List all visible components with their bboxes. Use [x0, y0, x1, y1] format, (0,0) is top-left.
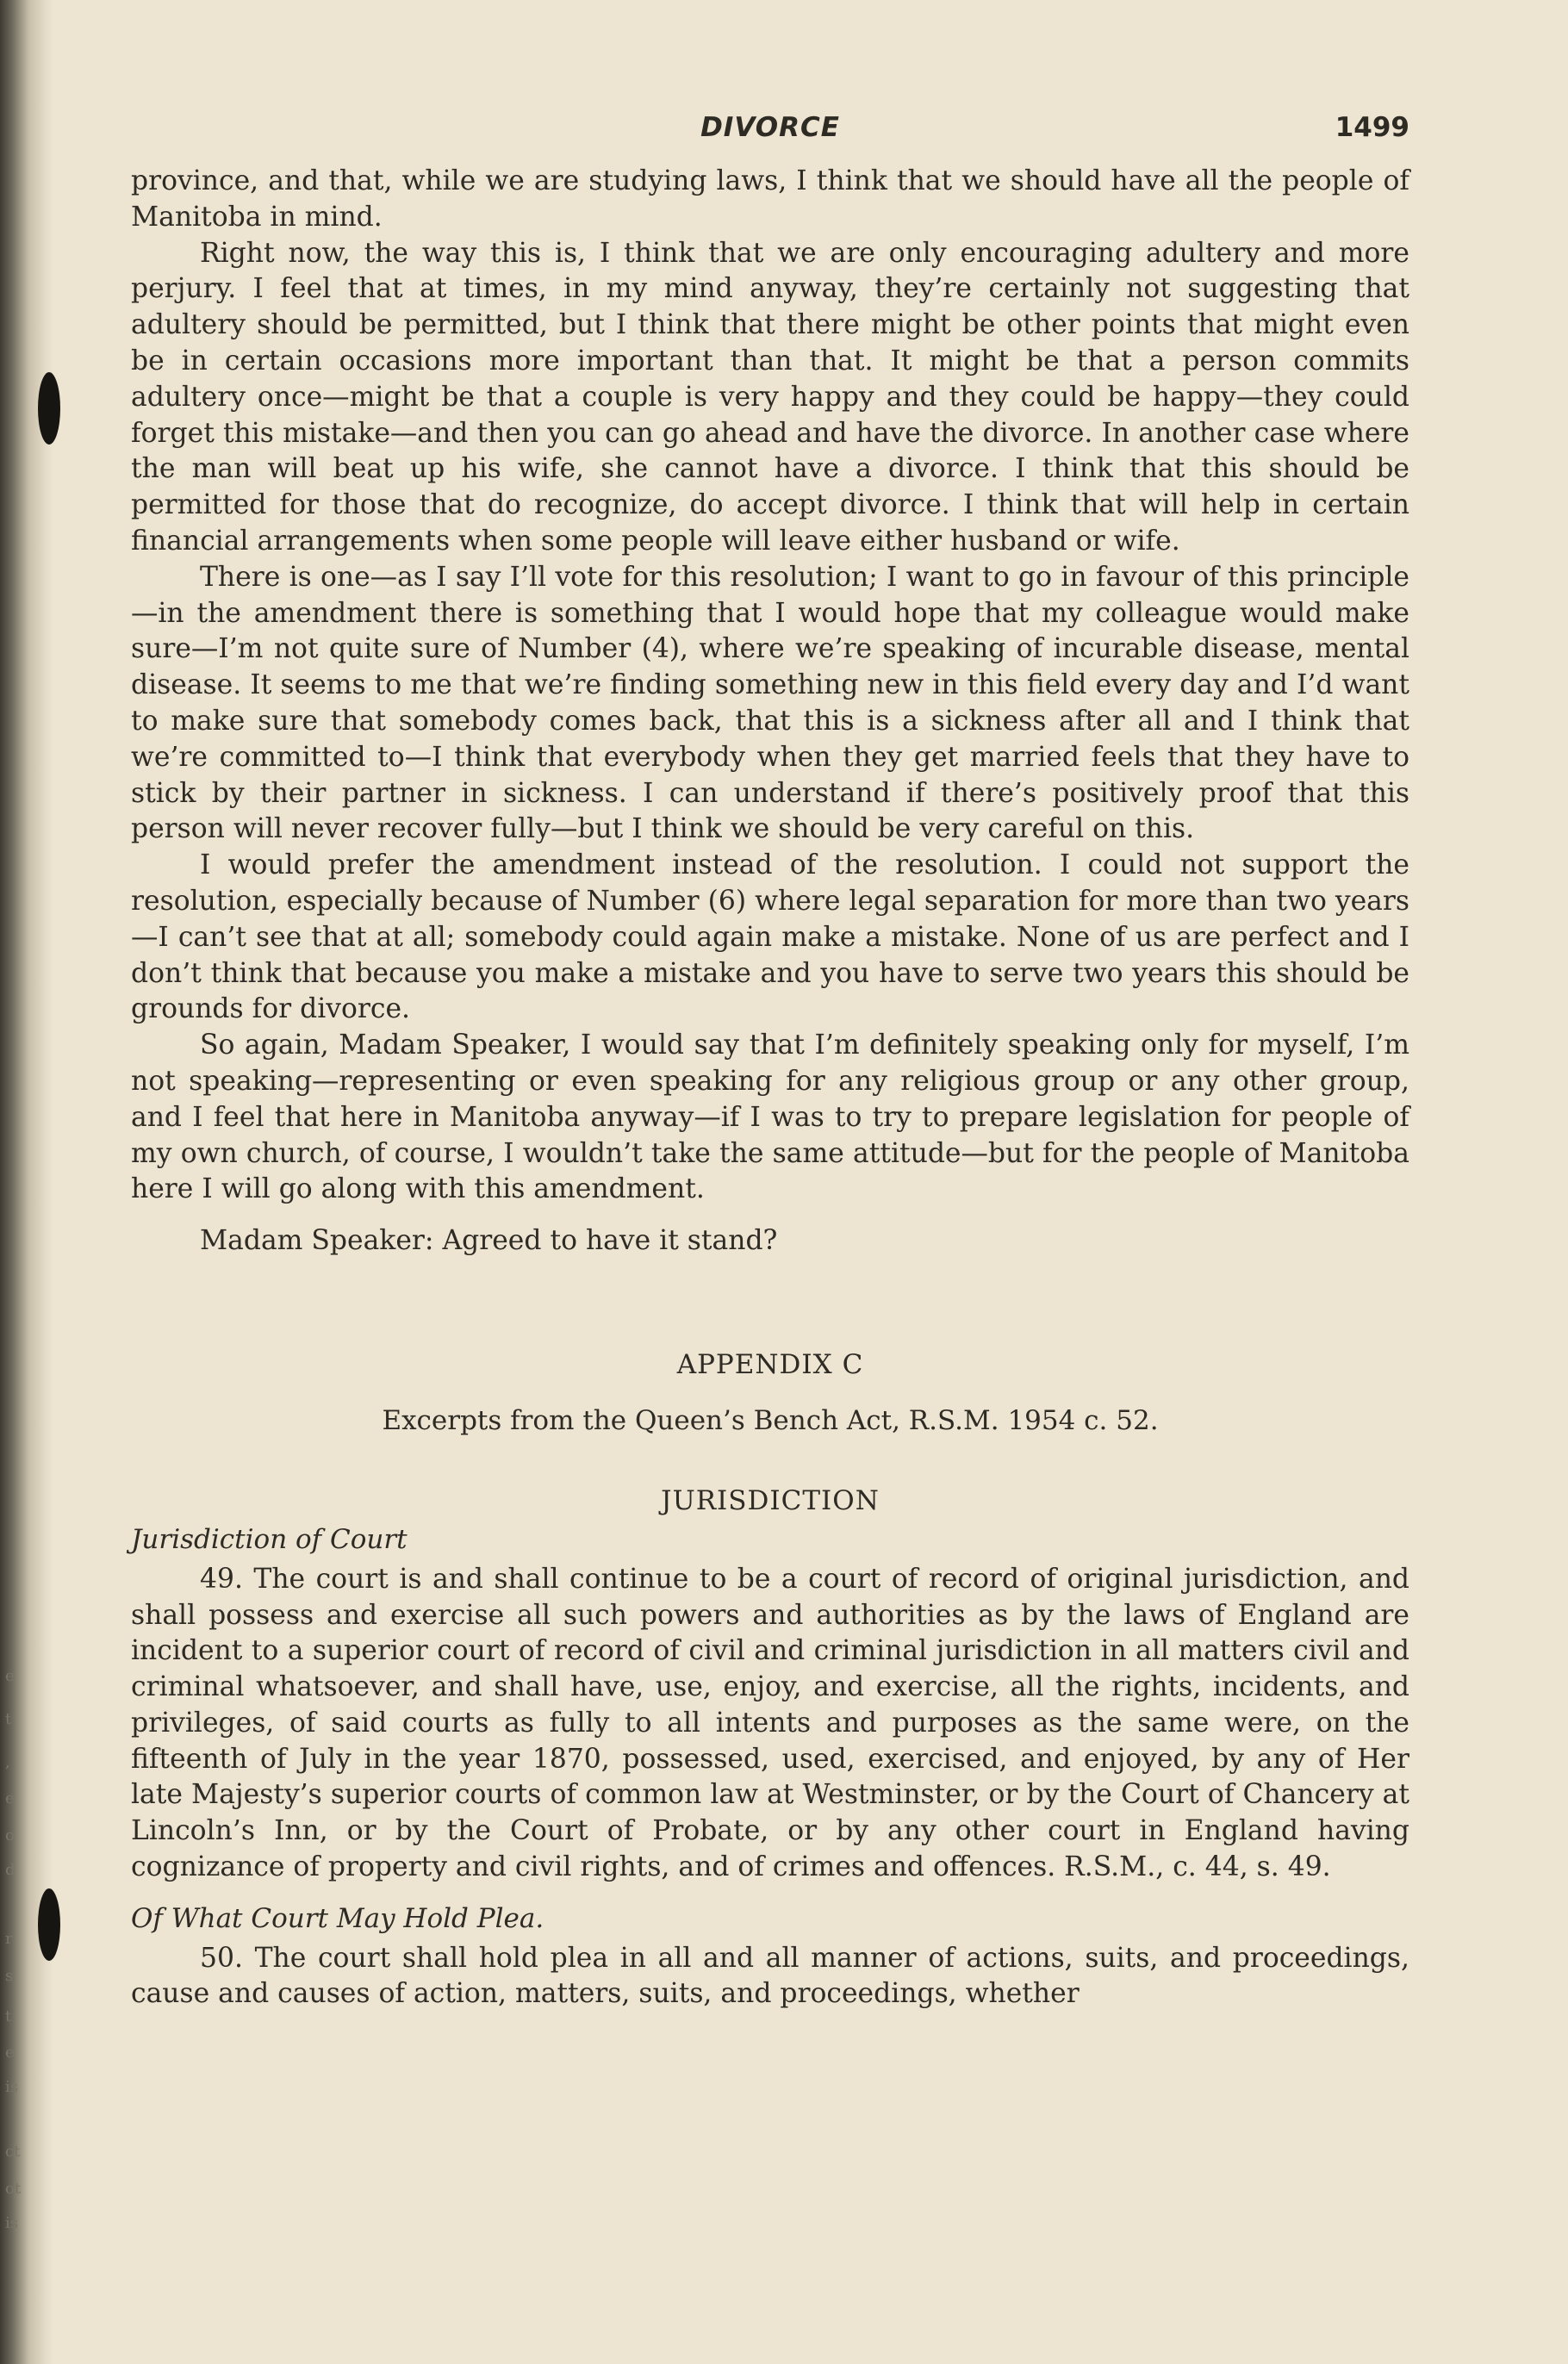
appendix-title: APPENDIX C — [676, 1348, 864, 1380]
margin-fragment: d — [5, 1861, 16, 1879]
section-title: JURISDICTION — [661, 1484, 880, 1516]
body-paragraph: Right now, the way this is, I think that we are only encouraging adultery and more perjury. I feel that at times, in my mind anyway, they’re certainly not suggesting that adultery should be permitted, but I think that there might be other points that might even be in certain occasions more important than that. It might be that a person commits adultery once—might be that a couple is very happy and they could be happy—they could forget this mistake—and then you can go ahead and have the divorce. In another case where the man will beat up his wife, she cannot have a divorce. I think that this should be permitted for those that do recognize, do accept divorce. I think that will help in certain financial arrangements when some people will leave either husband or wife. — [131, 237, 1409, 557]
speaker-question: Madam Speaker: Agreed to have it stand? — [200, 1225, 778, 1257]
body-paragraph: There is one—as I say I’ll vote for this resolution; I want to go in favour of this principle—in the amendment there is something that I would hope that my colleague would make sure—I’m not quite sure of Number (4), where we’re speaking of incurable disease, mental disease. It seems to me that we’re finding something new in this field every day and I’d want to make sure that somebody comes back, that this is a sickness after all and I think that we’re committed to—I think that everybody when they get married feels that they have to stick by their partner in sickness. I can understand if there’s positively proof that this person will never recover fully—but I think we should be very careful on this. — [131, 561, 1409, 845]
margin-fragment: o — [5, 1826, 15, 1845]
body-paragraph: So again, Madam Speaker, I would say that I’m definitely speaking only for myself, I’m not speaking—representing or even speaking for any religious group or any other group, and I feel that here in Manitoba anyway—if I was to try to prepare legislation for people of my own church, of course, I wouldn’t take the same attitude—but for the people of Manitoba here I will go along with this amendment. — [131, 1030, 1409, 1205]
subsection-heading: Jurisdiction of Court — [131, 1523, 408, 1555]
margin-fragment: e — [5, 2044, 15, 2062]
header-title: DIVORCE — [700, 112, 840, 143]
margin-fragment: ot — [5, 2180, 22, 2198]
running-header — [131, 112, 1409, 164]
margin-fragment: is — [5, 2214, 18, 2232]
page-number: 1499 — [1335, 112, 1409, 143]
margin-fragment: , — [5, 1753, 10, 1771]
margin-fragment: e — [5, 1789, 15, 1807]
body-paragraph: province, and that, while we are studying laws, I think that we should have all the people of Manitoba in mind. — [131, 165, 1409, 233]
margin-fragment: t — [5, 1710, 12, 1728]
binding-hole-upper — [38, 372, 60, 445]
subsection-heading: Of What Court May Hold Plea. — [131, 1902, 544, 1934]
body-paragraph: I would prefer the amendment instead of the resolution. I could not support the resolution, especially because of Number (6) where legal separation for more than two years—I can’t see that at all; somebody could again make a mistake. None of us are perfect and I don’t think that because you make a mistake and you have to serve two years this should be grounds for divorce. — [131, 849, 1409, 1025]
margin-fragment: is — [5, 2078, 18, 2096]
statute-paragraph: 49. The court is and shall continue to be a court of record of original jurisdiction, and shall possess and exercise all such powers and authorities as by the laws of England are incident to a superior court of record of civil and criminal jurisdiction in all matters civil and criminal whatsoever, and shall have, use, enjoy, and exercise, all the rights, incidents, and privileges, of said courts as fully to all intents and purposes as the same were, on the fifteenth of July in the year 1870, possessed, used, exercised, and enjoyed, by any of Her late Majesty’s superior courts of common law at Westminster, or by the Court of Chancery at Lincoln’s Inn, or by the Court of Probate, or by any other court in England having cognizance of property and civil rights, and of crimes and offences. R.S.M., c. 44, s. 49. — [131, 1563, 1409, 1883]
margin-fragment: ct — [5, 2143, 21, 2161]
binding-hole-lower — [38, 1888, 60, 1961]
margin-fragment: r — [5, 1930, 13, 1948]
appendix-subtitle: Excerpts from the Queen’s Bench Act, R.S.M. 1954 c. 52. — [382, 1404, 1159, 1436]
page-content — [131, 112, 1409, 2013]
margin-fragment: t — [5, 2007, 12, 2025]
statute-paragraph: 50. The court shall hold plea in all and all manner of actions, suits, and proceedings, cause and causes of action, matters, suits, and proceedings, whether — [131, 1942, 1409, 2010]
margin-fragment: s — [5, 1967, 14, 1985]
margin-fragment: e — [5, 1667, 15, 1685]
